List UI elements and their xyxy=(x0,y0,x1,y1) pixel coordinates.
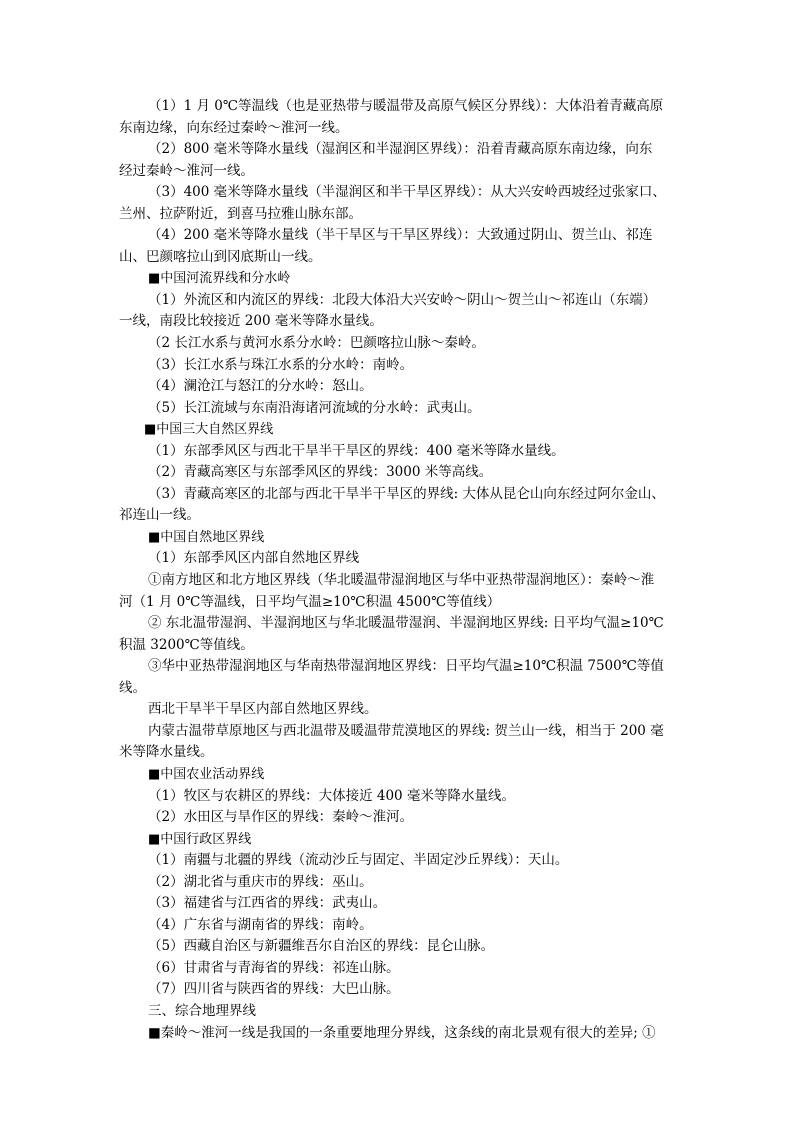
text-line: （2）800 毫米等降水量线（湿润区和半湿润区界线）：沿着青藏高原东南边缘，向东 xyxy=(148,141,653,158)
text-line: ①南方地区和北方地区界线（华北暖温带湿润地区与华中亚热带湿润地区）：秦岭～淮 xyxy=(148,572,655,589)
text-line: （5）长江流域与东南沿海诸河流域的分水岭：武夷山。 xyxy=(148,399,481,416)
text-line: ③华中亚热带湿润地区与华南热带湿润地区界线：日平均气温≥10℃积温 7500℃等值 xyxy=(148,658,664,675)
section-heading: ■中国行政区界线 xyxy=(148,831,252,847)
text-line: 米等降水量线。 xyxy=(119,744,214,761)
text-line: （3）长江水系与珠江水系的分水岭：南岭。 xyxy=(148,356,414,373)
text-line: （2）水田区与旱作区的界线：秦岭～淮河。 xyxy=(148,809,414,826)
section-heading: 三、综合地理界线 xyxy=(148,1002,256,1019)
text-line: （1）东部季风区与西北干旱半干旱区的界线：400 毫米等降水量线。 xyxy=(148,442,565,459)
document-body xyxy=(119,96,679,1044)
text-line: （4）澜沧江与怒江的分水岭：怒山。 xyxy=(148,378,373,395)
text-line: （1）牧区与农耕区的界线：大体接近 400 毫米等降水量线。 xyxy=(148,787,515,804)
text-line: 祁连山一线。 xyxy=(119,507,200,524)
text-line: （3）福建省与江西省的界线：武夷山。 xyxy=(148,895,387,912)
text-line: 一线，南段比较接近 200 毫米等降水量线。 xyxy=(119,313,383,330)
text-line: 兰州、拉萨附近，到喜马拉雅山脉东部。 xyxy=(119,205,362,222)
text-line: （4）200 毫米等降水量线（半干旱区与干旱区界线）：大致通过阴山、贺兰山、祁连 xyxy=(148,227,653,244)
text-line: （6）甘肃省与青海省的界线：祁连山脉。 xyxy=(148,959,400,976)
text-line: 东南边缘，向东经过秦岭～淮河一线。 xyxy=(119,119,349,136)
section-heading: ■中国河流界线和分水岭 xyxy=(148,271,291,287)
text-line: ② 东北温带湿润、半湿润地区与华北暖温带湿润、半湿润地区界线: 日平均气温≥10℃ xyxy=(148,615,664,632)
text-line: 河（1 月 0℃等温线，日平均气温≥10℃积温 4500℃等值线） xyxy=(119,593,501,610)
text-line: （4）广东省与湖南省的界线：南岭。 xyxy=(148,916,373,933)
text-line: （3）青藏高寒区的北部与西北干旱半干旱区的界线: 大体从昆仑山向东经过阿尔金山、 xyxy=(148,485,665,502)
text-line: 西北干旱半干旱区内部自然地区界线。 xyxy=(148,701,378,718)
text-line: 积温 3200℃等值线。 xyxy=(119,636,254,653)
text-line: （1）1 月 0℃等温线（也是亚热带与暖温带及高原气候区分界线）：大体沿着青藏高原 xyxy=(148,98,664,114)
text-line: ■秦岭～淮河一线是我国的一条重要地理分界线，这条线的南北景观有很大的差异; ① xyxy=(148,1024,656,1041)
text-line: （2 长江水系与黄河水系分水岭：巴颜喀拉山脉～秦岭。 xyxy=(148,335,485,352)
text-line: （1）南疆与北疆的界线（流动沙丘与固定、半固定沙丘界线）：天山。 xyxy=(148,852,569,869)
text-line: （7）四川省与陕西省的界线：大巴山脉。 xyxy=(148,981,400,998)
text-line: （1）东部季风区内部自然地区界线 xyxy=(148,550,360,567)
section-heading: ■中国三大自然区界线 xyxy=(144,422,274,438)
text-line: （2）青藏高寒区与东部季风区的界线：3000 米等高线。 xyxy=(148,464,493,481)
text-line: （2）湖北省与重庆市的界线：巫山。 xyxy=(148,873,373,890)
text-line: 线。 xyxy=(119,679,146,696)
section-heading: ■中国自然地区界线 xyxy=(148,529,265,545)
text-line: （1）外流区和内流区的界线：北段大体沿大兴安岭～阴山～贺兰山～祁连山（东端） xyxy=(148,291,657,308)
text-line: 内蒙古温带草原地区与西北温带及暖温带荒漠地区的界线: 贺兰山一线，相当于 200 毫 xyxy=(148,722,664,739)
text-line: 经过秦岭～淮河一线。 xyxy=(119,162,254,179)
section-heading: ■中国农业活动界线 xyxy=(148,766,265,782)
text-line: （5）西藏自治区与新疆维吾尔自治区的界线：昆仑山脉。 xyxy=(148,938,495,955)
text-line: （3）400 毫米等降水量线（半湿润区和半干旱区界线）：从大兴安岭西坡经过张家口、 xyxy=(148,184,666,201)
text-line: 山、巴颜喀拉山到冈底斯山一线。 xyxy=(119,248,322,265)
